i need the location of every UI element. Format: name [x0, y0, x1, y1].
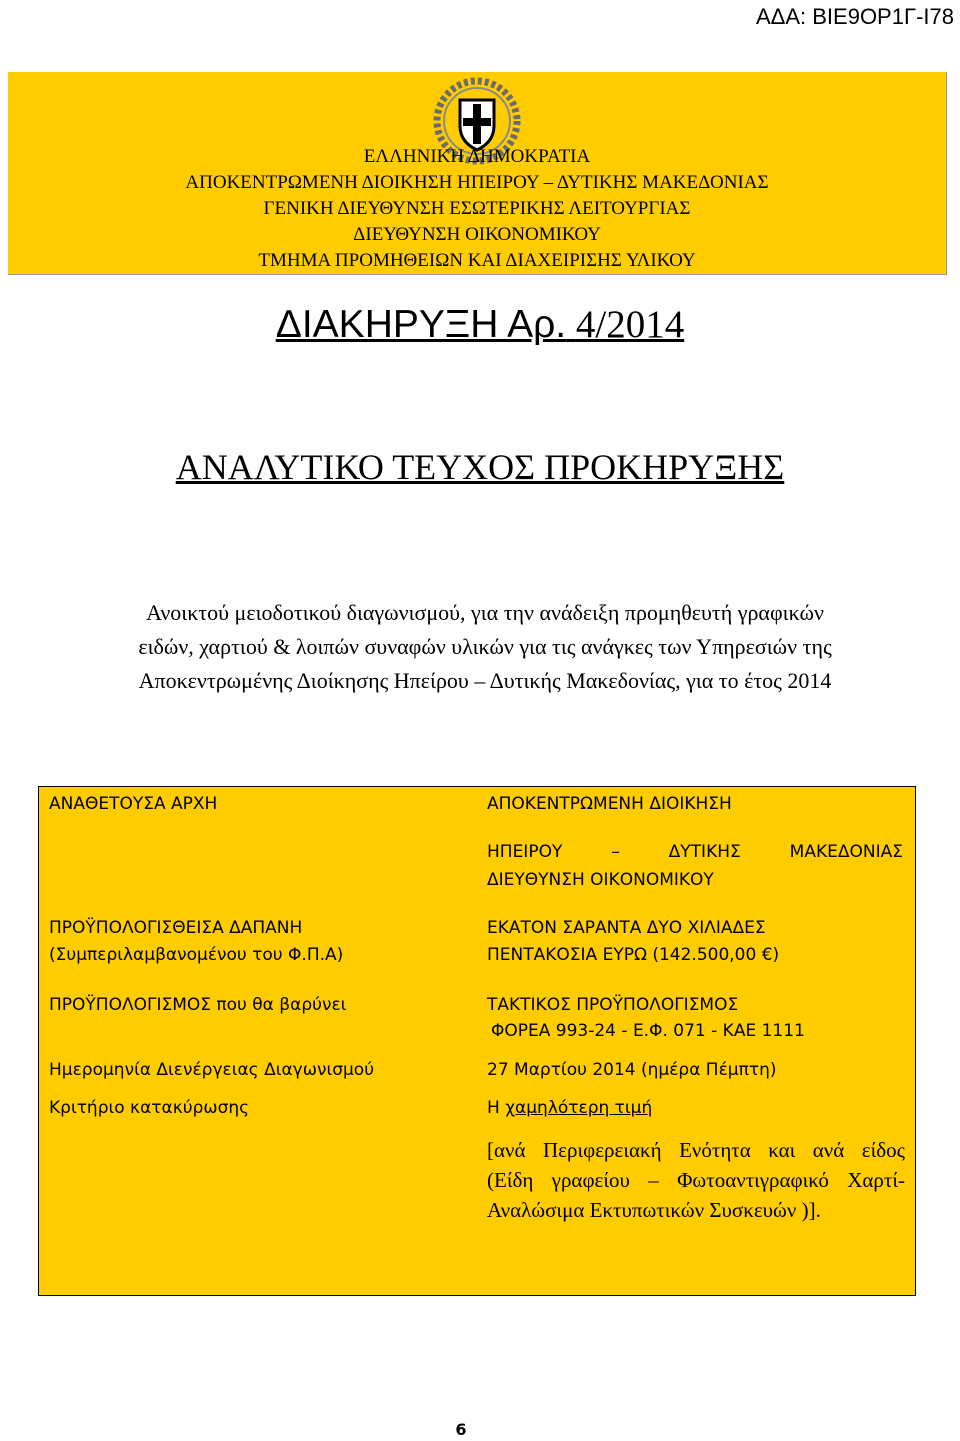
charge-value-line: ΦΟΡΕΑ 993-24 - Ε.Φ. 071 - ΚΑΕ 1111 — [491, 1021, 805, 1041]
criterion-label: Κριτήριο κατακύρωσης — [49, 1098, 250, 1118]
criterion-value — [487, 1095, 652, 1121]
description-line: ειδών, χαρτιού & λοιπών συναφών υλικών για τις ανάγκες των Υπηρεσιών της — [138, 634, 832, 659]
budget-value-line: ΠΕΝΤΑΚΟΣΙΑ ΕΥΡΩ (142.500,00 €) — [487, 945, 780, 965]
criterion-prefix: Η — [487, 1098, 500, 1118]
header-line: ΓΕΝΙΚΗ ΔΙΕΥΘΥΝΣΗ ΕΣΩΤΕΡΙΚΗΣ ΛΕΙΤΟΥΡΓΙΑΣ — [263, 198, 691, 219]
authority-value-line — [487, 839, 903, 865]
header-lines — [8, 144, 946, 274]
authority-value-line: ΔΙΕΥΘΥΝΣΗ ΟΙΚΟΝΟΜΙΚΟΥ — [487, 870, 714, 890]
declaration-title — [0, 300, 960, 350]
authority-value-line: ΑΠΟΚΕΝΤΡΩΜΕΝΗ ΔΙΟΙΚΗΣΗ — [487, 794, 732, 814]
budget-label: ΠΡΟΫΠΟΛΟΓΙΣΘΕΙΣΑ ΔΑΠΑΝΗ — [49, 918, 303, 938]
authority-label: ΑΝΑΘΕΤΟΥΣΑ ΑΡΧΗ — [49, 794, 218, 814]
charge-label: ΠΡΟΫΠΟΛΟΓΙΣΜΟΣ που θα βαρύνει — [49, 995, 347, 1015]
declaration-prefix: ΔΙΑΚΗΡΥΞΗ Αρ. — [275, 303, 567, 346]
criterion-detail-line: Αναλώσιμα Εκτυπωτικών Συσκευών )]. — [487, 1198, 821, 1222]
authority-word: ΜΑΚΕΔΟΝΙΑΣ — [789, 842, 903, 862]
criterion-detail-line: (Είδη γραφείου – Φωτοαντιγραφικό Χαρτί- — [487, 1168, 905, 1192]
authority-word: ΗΠΕΙΡΟΥ — [487, 842, 563, 862]
authority-word: ΔΥΤΙΚΗΣ — [668, 842, 741, 862]
authority-word: – — [611, 842, 620, 862]
header-line: ΑΠΟΚΕΝΤΡΩΜΕΝΗ ΔΙΟΙΚΗΣΗ ΗΠΕΙΡΟΥ – ΔΥΤΙΚΗΣ ΜΑΚΕΔΟΝΙΑΣ — [185, 172, 769, 193]
budget-value-line: ΕΚΑΤΟΝ ΣΑΡΑΝΤΑ ΔΥΟ ΧΙΛΙΑΔΕΣ — [487, 918, 766, 938]
header-line: ΤΜΗΜΑ ΠΡΟΜΗΘΕΙΩΝ ΚΑΙ ΔΙΑΧΕΙΡΙΣΗΣ ΥΛΙΚΟΥ — [258, 250, 696, 271]
header-banner — [8, 72, 947, 275]
declaration-number: 4/2014 — [575, 303, 685, 346]
description-line: Ανοικτού μειοδοτικού διαγωνισμού, για την ανάδειξη προμηθευτή γραφικών — [146, 600, 824, 625]
header-line: ΔΙΕΥΘΥΝΣΗ ΟΙΚΟΝΟΜΙΚΟΥ — [353, 224, 601, 245]
tender-info-box — [38, 786, 916, 1296]
date-label: Ημερομηνία Διενέργειας Διαγωνισμού — [49, 1060, 375, 1080]
date-value: 27 Μαρτίου 2014 (ημέρα Πέμπτη) — [487, 1060, 777, 1080]
subtitle-text: ΑΝΑΛΥΤΙΚΟ ΤΕΥΧΟΣ ΠΡΟΚΗΡΥΞΗΣ — [175, 447, 785, 487]
ada-code: ΑΔΑ: ΒΙΕ9ΟΡ1Γ-Ι78 — [755, 4, 954, 29]
criterion-detail-line: [ανά Περιφερειακή Ενότητα και ανά είδος — [487, 1138, 905, 1162]
criterion-lowest-price: χαμηλότερη τιμή — [505, 1098, 653, 1118]
budget-note: (Συμπεριλαμβανομένου του Φ.Π.Α) — [49, 945, 344, 965]
tender-description — [30, 596, 940, 698]
page-number: 6 — [455, 1420, 467, 1439]
document-subtitle — [0, 444, 960, 490]
description-line: Αποκεντρωμένης Διοίκησης Ηπείρου – Δυτικής Μακεδονίας, για το έτος 2014 — [138, 668, 832, 693]
header-line: ΕΛΛΗΝΙΚΗ ΔΗΜΟΚΡΑΤΙΑ — [363, 146, 591, 167]
charge-value-line: ΤΑΚΤΙΚΟΣ ΠΡΟΫΠΟΛΟΓΙΣΜΟΣ — [487, 995, 739, 1015]
